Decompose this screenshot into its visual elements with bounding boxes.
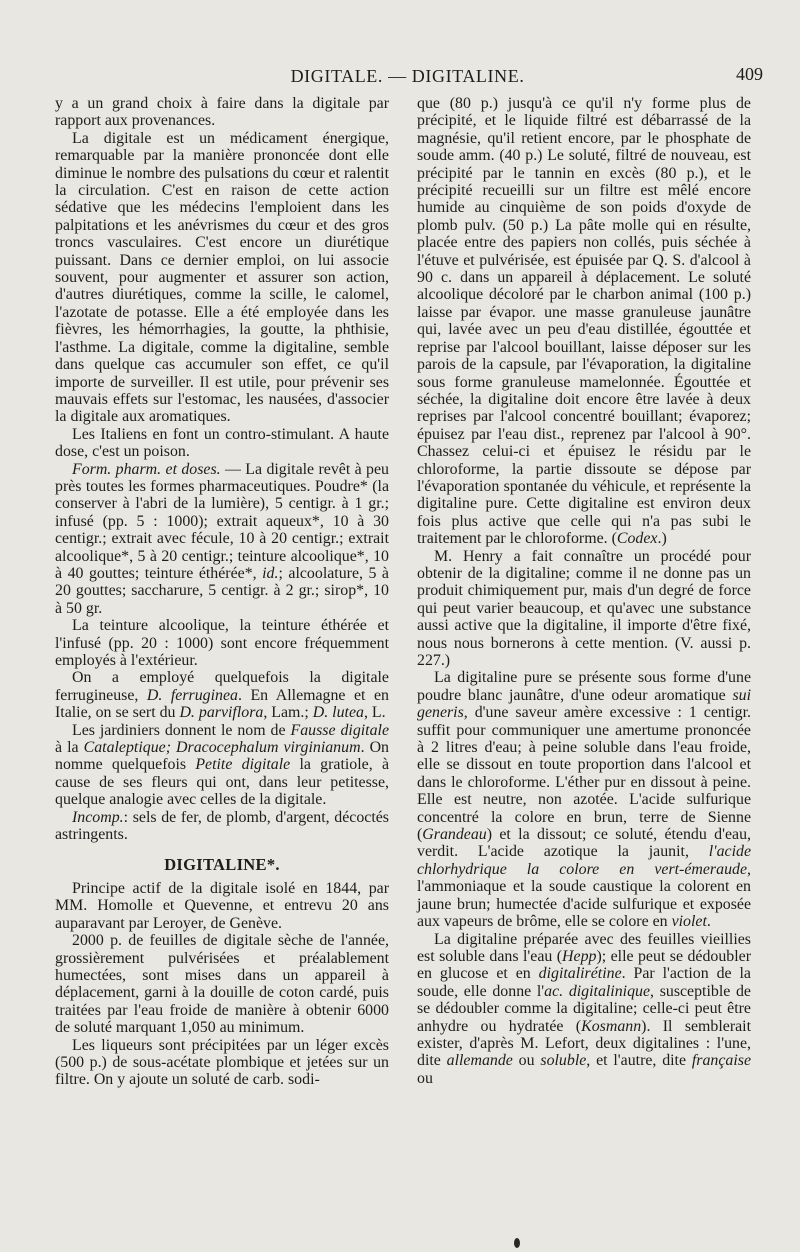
paragraph-text: , Lam.; [263, 704, 313, 722]
paragraph-text: La digitaline pure se présente sous forme d'une poudre blanc jaunâtre, d'une odeur aromatique [417, 669, 751, 704]
italic-text: violet [671, 913, 707, 931]
left-column [55, 95, 389, 1089]
italic-text: française [691, 1052, 751, 1070]
paragraph: y a un grand choix à faire dans la digitale par rapport aux provenances. [55, 95, 389, 130]
italic-text: D. parviflora [179, 704, 264, 722]
paragraph-text: , d'une saveur amère excessive : 1 centigr. suffit pour communiquer une amertume prononcée à 2 litres d'eau; à peine soluble dans l'eau froide, elle se dissout en toute proportion dans l'alcool et dans le chloroforme. L'éther pur en dissout à peine. Elle est neutre, non azotée. L'acide sulfurique concentré la colore en brun, terre de Sienne ( [417, 704, 751, 844]
paragraph [417, 95, 751, 548]
paragraph-text: . [706, 913, 711, 931]
paragraph-text: Les jardiniers donnent le nom de [72, 721, 291, 739]
page-header [50, 62, 765, 92]
paragraph: M. Henry a fait connaître un procédé pour obtenir de la digitaline; comme il ne donne pas un produit chimiquement pur, mais d'un degré de force qui peut varier beaucoup, et qu'avec une substance aussi active que la digitaline, il importe d'être fixé, nous nous bornerons à cette mention. (V. aussi p. 227.) [417, 547, 751, 669]
paragraph: 2000 p. de feuilles de digitale sèche de l'année, grossièrement pulvérisées et préalablement humectées, sont mises dans un appareil à déplacement, garni à la douille de coton cardé, puis traitées par l'eau froide de manière à obtenir 6000 de soluté marquant 1,050 au minimum. [55, 932, 389, 1037]
paragraph: Les liqueurs sont précipitées par un léger excès (500 p.) de sous-acétate plombique et jetées sur un filtre. On y ajoute un soluté de carb. sodi- [55, 1036, 389, 1089]
paragraph [417, 931, 751, 1088]
paragraph-text: . En Allemagne et en Italie, on se sert du [55, 686, 389, 722]
paragraph-text: , susceptible de se dédoubler comme la digitaline; celle-ci peut être anhydre ou hydratée ( [417, 982, 751, 1035]
paragraph-text: ) et la dissout; ce soluté, étendu d'eau, verdit. L'acide azotique la jaunit, [417, 826, 751, 861]
paragraph-text: , l'ammoniaque et la soude caustique la colorent en jaune brun; humectée d'acide sulfurique et exposée aux vapeurs de brôme, elle se colore en [417, 860, 751, 931]
paragraph-text: ). Il semblerait exister, d'après M. Lefort, deux digitalines : l'une, dite [417, 1017, 752, 1070]
paragraph-text: ou [417, 1069, 433, 1087]
paragraph: Principe actif de la digitale isolé en 1844, par MM. Homolle et Quevenne, et entrevu 20 ans auparavant par Leroyer, de Genève. [55, 879, 389, 932]
paragraph-text: — La digitale revêt à peu près toutes les formes pharmaceutiques. Poudre* (la conserver à l'abri de la lumière), 5 centigr. à 1 gr.; infusé (pp. 5 : 1000); extrait aqueux*, 10 à 30 centigr.; extrait avec fécule, 10 à 20 centigr.; extrait alcoolique*, 5 à 20 centigr.; teinture alcoolique*, 10 à 40 gouttes; teinture éthérée*, [55, 460, 389, 582]
ink-blot [514, 1238, 520, 1248]
paragraph-text: : sels de fer, de plomb, d'argent, décoctés astringents. [55, 808, 389, 844]
paragraph [55, 722, 389, 809]
italic-text: id. [262, 564, 279, 582]
paragraph [55, 809, 389, 844]
page-number: 409 [736, 64, 763, 84]
paragraph-text: . On nomme quelquefois [55, 739, 389, 774]
running-head: DIGITALE. — DIGITALINE. [290, 66, 525, 86]
italic-text: digitalirétine [538, 965, 622, 983]
right-column [417, 95, 751, 1087]
italic-text: Cataleptique; Dracocephalum virginianum [83, 739, 361, 757]
paragraph: Les Italiens en font un contro-stimulant. A haute dose, c'est un poison. [55, 425, 389, 461]
italic-text: D. ferruginea [146, 686, 238, 704]
paragraph-text: ou [512, 1052, 541, 1070]
paragraph [55, 669, 389, 721]
italic-text: soluble [540, 1052, 587, 1070]
italic-lead: Incomp. [72, 808, 124, 826]
italic-text: l'acide chlorhydrique la colore en vert-émeraude [417, 843, 751, 878]
italic-text: allemande [446, 1052, 513, 1070]
italic-text: Kosmann [581, 1017, 642, 1035]
paragraph-text: ); elle peut se dédoubler en glucose et en [417, 947, 751, 983]
italic-text: sui generis [417, 686, 751, 722]
paragraph: La teinture alcoolique, la teinture éthérée et l'infusé (pp. 20 : 1000) sont encore fréquemment employés à l'extérieur. [55, 617, 389, 669]
paragraph-text: , et l'autre, dite [586, 1052, 692, 1070]
italic-text: Hepp [562, 947, 597, 965]
italic-lead: Form. pharm. et doses. [72, 460, 221, 478]
paragraph-text: que (80 p.) jusqu'à ce qu'il n'y forme plus de précipité, et le liquide filtré est débarrassé de la magnésie, qu'il retient encore, par le phosphate de soude amm. (40 p.) Le soluté, filtré de nouveau, est précipité par le tannin en excès (80 p.), et le précipité recueilli sur un filtre est mêlé encore humide au cinquième de son poids d'oxyde de plomb pulv. (50 p.) La pâte molle qui en résulte, placée entre des papiers non collés, puis séchée à l'étuve et pulvérisée, est épuisée par Q. S. d'alcool à 90 c. dans un appareil à déplacement. Le soluté alcoolique décoloré par le charbon animal (100 p.) laisse par évapor. une masse granuleuse jaunâtre qui, lavée avec un peu d'eau distillée, égouttée et reprise par l'alcool bouillant, laisse déposer sur les parois de la capsule, par l'évaporation, la digitaline sous forme granuleuse mamelonnée. Égouttée et séchée, la digitaline doit encore être lavée à deux reprises par l'alcool concentré bouillant; évaporez; épuisez par l'eau dist., reprenez par l'alcool à 90°. Chassez celui-ci et épuisez le résidu par le chloroforme, la partie dissoute se dépose par l'évaporation spontanée du véhicule, et représente la digitaline pure. Cette digitaline est environ deux fois plus active que celle qui n'a pas subi le traitement par le chloroforme. ( [417, 95, 751, 548]
paragraph: La digitale est un médicament énergique, remarquable par la manière prononcée dont elle diminue le nombre des pulsations du cœur et ralentit la circulation. C'est en raison de cette action sédative que les médecins l'emploient dans les palpitations et les anévrismes du cœur et des gros troncs vasculaires. C'est encore un diurétique puissant. Dans ce dernier emploi, on lui associe souvent, pour augmenter et assurer son action, d'autres diurétiques, comme la scille, le calomel, l'azotate de potasse. Elle a été employée dans les fièvres, les hémorrhagies, la goutte, la phthisie, l'asthme. La digitale, comme la digitaline, semble dans quelque cas accumuler son effet, ce qu'il importe de surveiller. Il est utile, pour prévenir ses mauvais effets sur l'estomac, les nausées, d'associer la digitale aux aromatiques. [55, 129, 389, 426]
italic-text: D. lutea [312, 704, 364, 722]
italic-text: Grandeau [422, 826, 487, 844]
italic-text: Petite digitale [195, 756, 291, 774]
paragraph-text: . Par l'action de la soude, elle donne l' [417, 965, 751, 1000]
paragraph [55, 461, 389, 618]
paragraph-text: ; alcoolature, 5 à 20 gouttes; saccharure, 5 centigr. à 2 gr.; sirop*, 10 à 50 gr. [55, 564, 389, 617]
italic-text: ac. digitalinique [544, 982, 651, 1000]
paragraph-text: , L. [363, 704, 386, 722]
paragraph-text: On a employé quelquefois la digitale ferrugineuse, [55, 669, 389, 704]
italic-text: Codex [616, 530, 658, 548]
paragraph [417, 669, 751, 930]
paragraph-text: la gratiole, à cause de ses fleurs qui ont, dans leur petitesse, quelque analogie avec celles de la digitale. [55, 756, 389, 809]
italic-text: Fausse digitale [290, 721, 390, 739]
paragraph-text: .) [657, 530, 667, 548]
section-title: DIGITALINE*. [164, 855, 280, 875]
paragraph-text: à la [55, 739, 84, 757]
paragraph-text: La digitaline préparée avec des feuilles vieillies est soluble dans l'eau ( [417, 930, 751, 965]
